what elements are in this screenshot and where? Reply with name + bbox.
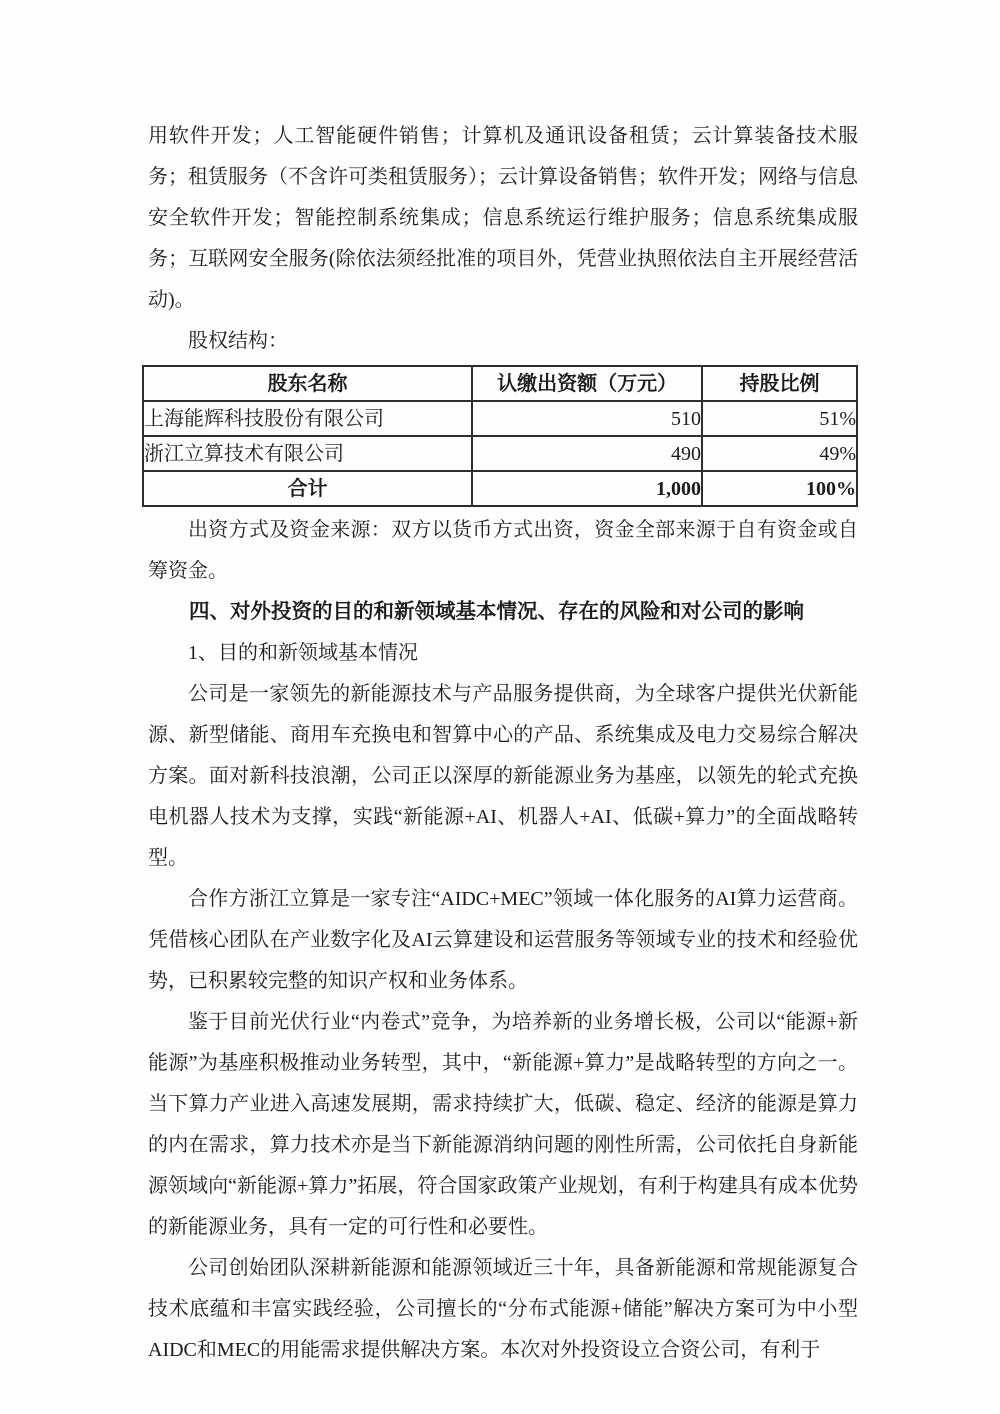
table-row-shareholder-1: [143, 401, 857, 436]
shareholder-1-name: 上海能辉科技股份有限公司: [143, 401, 472, 436]
shareholder-1-amount: 510: [472, 401, 702, 436]
table-header-shareholder-name: 股东名称: [143, 366, 472, 401]
total-label: 合计: [143, 471, 472, 506]
paragraph-funding-method: 出资方式及资金来源：双方以货币方式出资，资金全部来源于自有资金或自筹资金。: [148, 519, 858, 582]
table-header-row: [143, 366, 857, 401]
paragraph-strategy-rationale: 鉴于目前光伏行业“内卷式”竞争，为培养新的业务增长极，公司以“能源+新能源”为基座积极推动业务转型，其中，“新能源+算力”是战略转型的方向之一。当下算力产业进入高速发展期，需求持续扩大，低碳、稳定、经济的能源是算力的内在需求，算力技术亦是当下新能源消纳问题的刚性所需，公司依托自身新能源领域向“新能源+算力”拓展，符合国家政策产业规划，有利于构建具有成本优势的新能源业务，具有一定的可行性和必要性。: [148, 1011, 858, 1238]
total-amount: 1,000: [472, 471, 702, 506]
equity-structure-table: [142, 365, 858, 507]
section-heading-4: 四、对外投资的目的和新领域基本情况、存在的风险和对公司的影响: [189, 601, 804, 623]
paragraph-company-intro: 公司是一家领先的新能源技术与产品服务提供商，为全球客户提供光伏新能源、新型储能、商用车充换电和智算中心的产品、系统集成及电力交易综合解决方案。面对新科技浪潮，公司正以深厚的新能源业务为基座，以领先的轮式充换电机器人技术为支撑，实践“新能源+AI、机器人+AI、低碳+算力”的全面战略转型。: [148, 683, 858, 869]
table-row-shareholder-2: [143, 436, 857, 471]
shareholder-2-name: 浙江立算技术有限公司: [143, 436, 472, 471]
paragraph-equity-structure-label: 股权结构：: [188, 330, 288, 352]
paragraph-founding-team: 公司创始团队深耕新能源和能源领域近三十年，具备新能源和常规能源复合技术底蕴和丰富实践经验，公司擅长的“分布式能源+储能”解决方案可为中小型AIDC和MEC的用能需求提供解决方案。本次对外投资设立合资公司，有利于: [148, 1257, 858, 1361]
shareholder-2-ratio: 49%: [702, 436, 857, 471]
table-header-subscribed-capital: 认缴出资额（万元）: [472, 366, 702, 401]
paragraph-partner-intro: 合作方浙江立算是一家专注“AIDC+MEC”领域一体化服务的AI算力运营商。凭借核心团队在产业数字化及AI云算建设和运营服务等领域专业的技术和经验优势，已积累较完整的知识产权和业务体系。: [148, 888, 858, 992]
document-body: [144, 116, 858, 1371]
shareholder-1-ratio: 51%: [702, 401, 857, 436]
sub-heading-purpose: 1、目的和新领域基本情况: [188, 642, 418, 664]
shareholder-2-amount: 490: [472, 436, 702, 471]
table-row-total: [143, 471, 857, 506]
total-ratio: 100%: [702, 471, 857, 506]
table-header-shareholding-ratio: 持股比例: [702, 366, 857, 401]
paragraph-business-scope: 用软件开发；人工智能硬件销售；计算机及通讯设备租赁；云计算装备技术服务；租赁服务（不含许可类租赁服务）；云计算设备销售；软件开发；网络与信息安全软件开发；智能控制系统集成；信息系统运行维护服务；信息系统集成服务；互联网安全服务(除依法须经批准的项目外，凭营业执照依法自主开展经营活动)。: [148, 125, 858, 311]
